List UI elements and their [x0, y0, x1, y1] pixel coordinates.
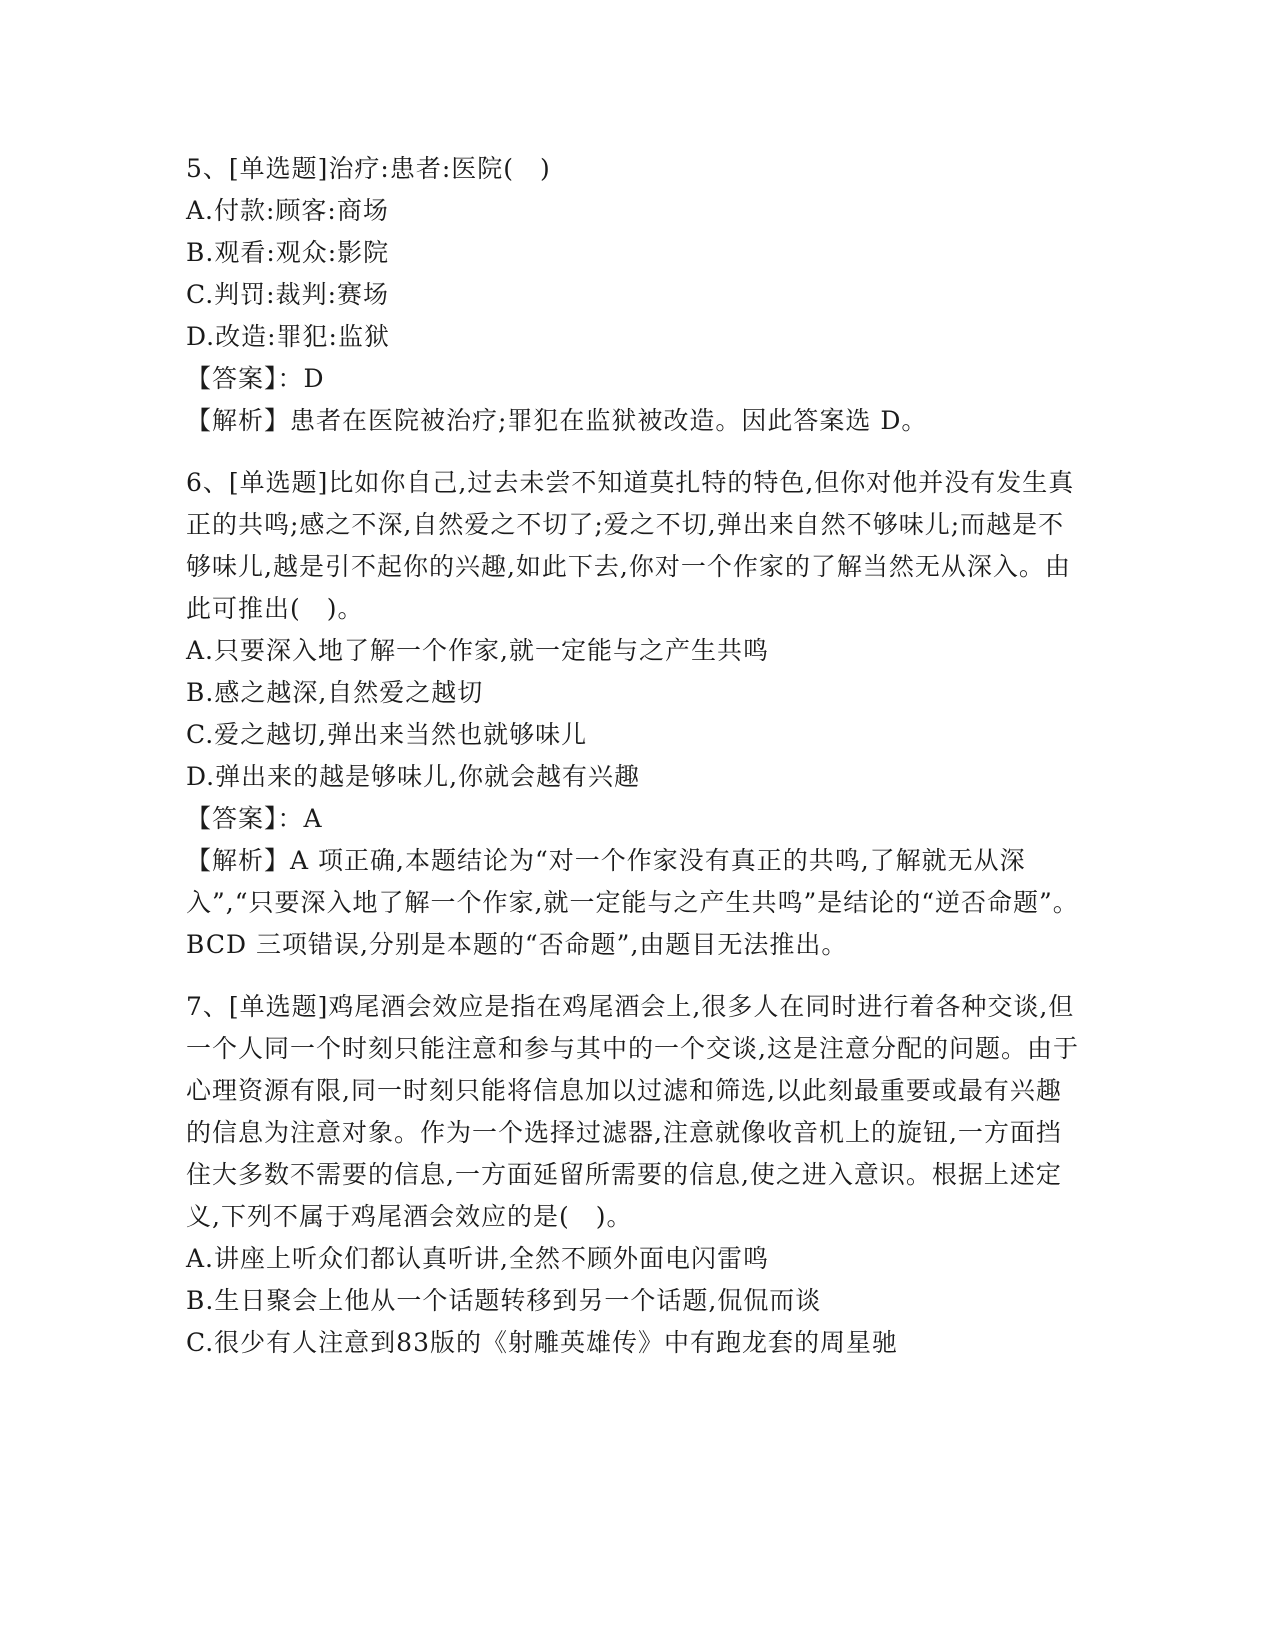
question-5 [186, 148, 1086, 442]
option-b: B.生日聚会上他从一个话题转移到另一个话题,侃侃而谈 [186, 1286, 822, 1315]
question-6 [186, 462, 1086, 966]
question-list [186, 148, 1086, 1384]
option-b: B.观看:观众:影院 [186, 238, 390, 267]
option-c: C.爱之越切,弹出来当然也就够味儿 [186, 720, 588, 749]
question-stem: 7、[单选题]鸡尾酒会效应是指在鸡尾酒会上,很多人在同时进行着各种交谈,但一个人同一个时刻只能注意和参与其中的一个交谈,这是注意分配的问题。由于心理资源有限,同一时刻只能将信息加以过滤和筛选,以此刻最重要或最有兴趣的信息为注意对象。作为一个选择过滤器,注意就像收音机上的旋钮,一方面挡住大多数不需要的信息,一方面延留所需要的信息,使之进入意识。根据上述定义,下列不属于鸡尾酒会效应的是( )。 [186, 992, 1079, 1231]
option-a: A.只要深入地了解一个作家,就一定能与之产生共鸣 [186, 636, 769, 665]
option-d: D.弹出来的越是够味儿,你就会越有兴趣 [186, 762, 641, 791]
option-c: C.很少有人注意到83版的《射雕英雄传》中有跑龙套的周星驰 [186, 1328, 898, 1357]
option-b: B.感之越深,自然爱之越切 [186, 678, 484, 707]
option-a: A.付款:顾客:商场 [186, 196, 389, 225]
option-d: D.改造:罪犯:监狱 [186, 322, 390, 351]
question-stem: 6、[单选题]比如你自己,过去未尝不知道莫扎特的特色,但你对他并没有发生真正的共鸣;感之不深,自然爱之不切了;爱之不切,弹出来自然不够味儿;而越是不够味儿,越是引不起你的兴趣,如此下去,你对一个作家的了解当然无从深入。由此可推出( )。 [186, 468, 1075, 623]
analysis-text: 【解析】患者在医院被治疗;罪犯在监狱被改造。因此答案选 D。 [186, 406, 928, 435]
question-7 [186, 986, 1086, 1364]
question-stem: 5、[单选题]治疗:患者:医院( ) [186, 154, 551, 183]
option-a: A.讲座上听众们都认真听讲,全然不顾外面电闪雷鸣 [186, 1244, 769, 1273]
answer-text: 【答案】：A [186, 804, 323, 833]
answer-text: 【答案】：D [186, 364, 325, 393]
analysis-text: 【解析】A 项正确,本题结论为“对一个作家没有真正的共鸣,了解就无从深入”,“只要深入地了解一个作家,就一定能与之产生共鸣”是结论的“逆否命题”。BCD 三项错误,分别是本题的“否命题”,由题目无法推出。 [186, 846, 1079, 959]
option-c: C.判罚:裁判:赛场 [186, 280, 390, 309]
